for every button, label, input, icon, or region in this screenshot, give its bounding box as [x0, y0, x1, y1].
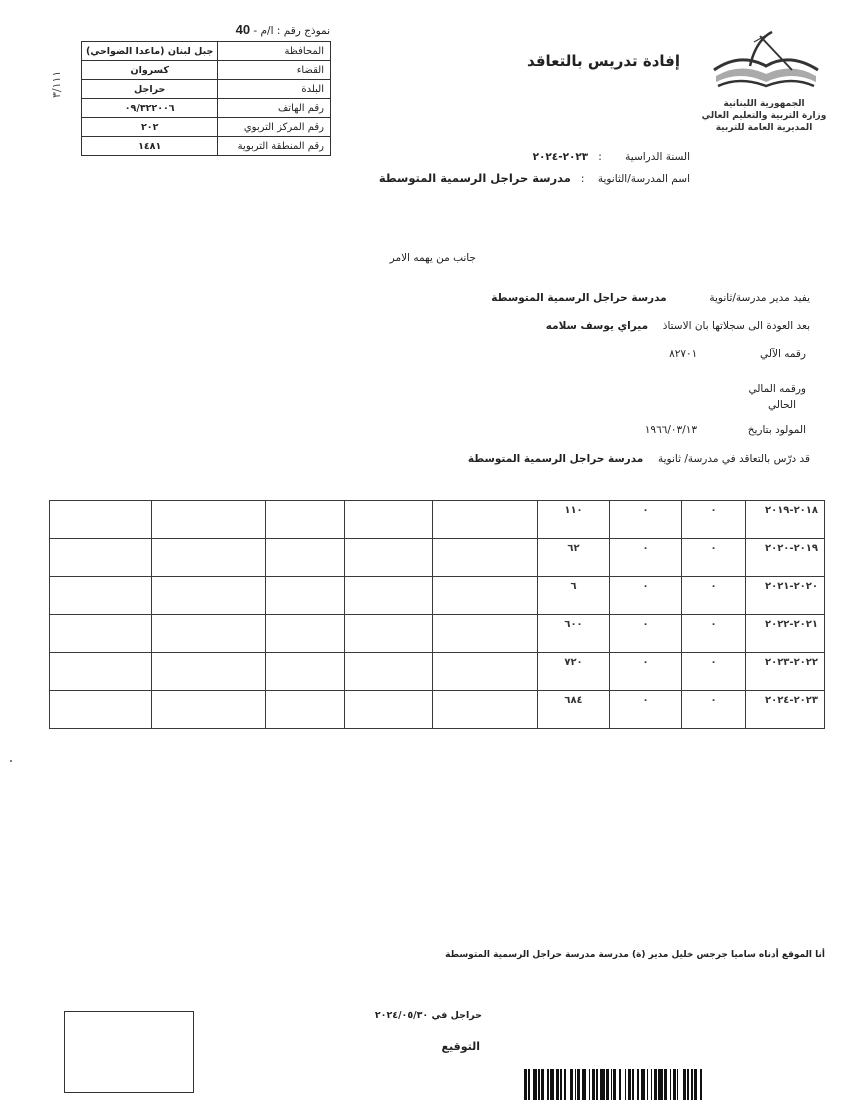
cell-value [152, 501, 265, 505]
cell-value [345, 577, 432, 581]
cell-value [152, 539, 265, 543]
birth-date-label: المولود بتاريخ [747, 424, 806, 436]
cell-value [266, 577, 344, 581]
cell-value [50, 653, 151, 657]
info-label: رقم الهاتف [218, 99, 331, 118]
table-cell [610, 501, 682, 539]
cell-value [345, 615, 432, 619]
table-cell [538, 615, 610, 653]
handwritten-reference-note: ٣/١١١ [50, 70, 63, 98]
info-value: جبل لبنان (ماعدا الضواحي) [82, 42, 218, 61]
info-label: رقم المركز التربوي [218, 118, 331, 137]
year-value: ٢٠٢٢-٢٠٢٣ [765, 657, 818, 668]
year-cell [746, 615, 825, 653]
school-name-value: مدرسة حراجل الرسمية المتوسطة [378, 171, 571, 185]
place-date: حراجل في ٢٠٢٤/٠٥/٣٠ [374, 1010, 482, 1021]
table-row [50, 615, 825, 653]
table-cell [266, 653, 345, 691]
table-row [50, 577, 825, 615]
cell-value: ٦٢ [567, 543, 580, 554]
cell-value: ١١٠ [564, 505, 583, 516]
table-cell [152, 615, 266, 653]
academic-year-line [370, 151, 690, 163]
cell-value [266, 501, 344, 505]
stamp-box [64, 1011, 194, 1093]
cell-value: ٠ [642, 581, 649, 592]
cell-value: ٠ [642, 695, 649, 706]
cell-value [433, 615, 537, 619]
school-name-sep: : [580, 173, 585, 185]
cell-value [50, 615, 151, 619]
year-cell [746, 539, 825, 577]
table-row [50, 691, 825, 729]
cell-value [433, 539, 537, 543]
table-cell [538, 501, 610, 539]
info-value: ٢٠٢ [82, 118, 218, 137]
ministry-logo-icon [710, 30, 822, 90]
cell-value: ٦٠٠ [564, 619, 583, 630]
cell-value: ٠ [710, 505, 717, 516]
cell-value [433, 653, 537, 657]
table-cell [538, 691, 610, 729]
table-cell [50, 653, 152, 691]
year-cell [746, 501, 825, 539]
signature-label: التوقيع [441, 1040, 480, 1053]
form-number [120, 22, 330, 37]
ministry-name [700, 98, 828, 134]
academic-year-value: ٢٠٢٣-٢٠٢٤ [532, 151, 589, 163]
table-row [50, 653, 825, 691]
cell-value: ٠ [710, 695, 717, 706]
cell-value: ٧٢٠ [564, 657, 583, 668]
auto-number-value: ٨٢٧٠١ [669, 348, 698, 360]
table-cell [152, 501, 266, 539]
info-label: رقم المنطقة التربوية [218, 137, 331, 156]
table-cell [610, 653, 682, 691]
barcode-bar [702, 1069, 703, 1100]
cell-value: ٠ [642, 657, 649, 668]
year-value: ٢٠٢٠-٢٠٢١ [765, 581, 818, 592]
table-cell [50, 539, 152, 577]
director-school: مدرسة حراجل الرسمية المتوسطة [491, 292, 667, 304]
year-value: ٢٠١٨-٢٠١٩ [765, 505, 818, 516]
cell-value [152, 615, 265, 619]
table-cell [433, 577, 538, 615]
cell-value [433, 501, 537, 505]
table-cell [50, 501, 152, 539]
teacher-label: بعد العودة الى سجلاتها بان الاستاذ [662, 320, 810, 332]
table-cell [682, 539, 746, 577]
cell-value: ٦ [570, 581, 577, 592]
cell-value [433, 691, 537, 695]
table-cell [50, 691, 152, 729]
auto-number-label: رقمه الآلي [760, 348, 806, 360]
year-cell [746, 653, 825, 691]
table-cell [682, 501, 746, 539]
teacher-line [480, 320, 810, 332]
info-value: كسروان [82, 61, 218, 80]
table-cell [345, 539, 433, 577]
taught-at-label: قد درّس بالتعاقد في مدرسة/ ثانوية [657, 453, 810, 465]
cell-value [266, 691, 344, 695]
table-cell [50, 577, 152, 615]
table-cell [610, 615, 682, 653]
table-cell [345, 653, 433, 691]
cell-value: ٠ [642, 619, 649, 630]
form-number-value: 40 [235, 22, 251, 37]
table-cell [682, 577, 746, 615]
info-row [82, 61, 331, 80]
table-cell [682, 615, 746, 653]
director-line [480, 292, 810, 304]
year-cell [746, 577, 825, 615]
cell-value: ٠ [710, 619, 717, 630]
finance-number-label: ورقمه المالي [748, 383, 806, 395]
table-cell [610, 691, 682, 729]
table-cell [610, 539, 682, 577]
cell-value [50, 501, 151, 505]
table-cell [152, 691, 266, 729]
info-row [82, 137, 331, 156]
barcode-icon [524, 1069, 756, 1100]
cell-value [345, 691, 432, 695]
table-cell [152, 577, 266, 615]
school-name-label: اسم المدرسة/الثانوية [597, 173, 690, 185]
cell-value: ٠ [710, 657, 717, 668]
table-cell [433, 501, 538, 539]
year-value: ٢٠٢٣-٢٠٢٤ [765, 695, 818, 706]
table-cell [433, 653, 538, 691]
logo-line-3: المديرية العامة للتربية [715, 123, 813, 133]
director-label: يفيد مدير مدرسة/ثانوية [709, 292, 810, 304]
cell-value [50, 577, 151, 581]
birth-date-value: ١٩٦٦/٠٣/١٣ [644, 424, 697, 436]
cell-value [345, 501, 432, 505]
table-cell [266, 691, 345, 729]
year-value: ٢٠٢١-٢٠٢٢ [765, 619, 818, 630]
cell-value: ٠ [710, 543, 717, 554]
taught-at-school: مدرسة حراجل الرسمية المتوسطة [467, 453, 644, 465]
form-number-label: نموذج رقم : ا/م - [250, 25, 330, 37]
table-cell [433, 539, 538, 577]
cell-value [152, 577, 265, 581]
table-cell [433, 691, 538, 729]
addressee: جانب من يهمه الامر [389, 252, 476, 264]
table-cell [433, 615, 538, 653]
table-cell [682, 653, 746, 691]
table-cell [266, 501, 345, 539]
info-label: البلدة [218, 80, 331, 99]
year-value: ٢٠١٩-٢٠٢٠ [765, 543, 818, 554]
cell-value [266, 539, 344, 543]
cell-value: ٦٨٤ [564, 695, 583, 706]
table-cell [266, 615, 345, 653]
cell-value: ٠ [710, 581, 717, 592]
table-cell [538, 539, 610, 577]
table-cell [345, 501, 433, 539]
document-title: إفادة تدريس بالتعاقد [527, 52, 680, 70]
taught-at-line [467, 453, 810, 465]
table-cell [538, 653, 610, 691]
finance-number-label-2: الحالي [767, 399, 796, 411]
info-row [82, 99, 331, 118]
table-cell [345, 615, 433, 653]
birth-date-line [580, 424, 806, 436]
academic-year-sep: : [598, 151, 602, 163]
teaching-hours-table [49, 500, 825, 729]
cell-value [266, 653, 344, 657]
scan-speck [10, 760, 12, 762]
teacher-name: ميراي يوسف سلامه [545, 320, 649, 332]
cell-value: ٠ [642, 543, 649, 554]
info-value: ٠٩/٣٢٢٠٠٦ [82, 99, 218, 118]
info-value: حراجل [82, 80, 218, 99]
info-row [82, 80, 331, 99]
table-cell [610, 577, 682, 615]
cell-value [345, 653, 432, 657]
cell-value [433, 577, 537, 581]
table-cell [345, 691, 433, 729]
table-cell [50, 615, 152, 653]
info-value: ١٤٨١ [82, 137, 218, 156]
finance-number-line [700, 381, 806, 413]
table-cell [266, 539, 345, 577]
year-cell [746, 691, 825, 729]
table-row [50, 501, 825, 539]
declaration-text: أنا الموقع أدناه ساميا جرجس خليل مدير (ة) مدرسة مدرسة حراجل الرسمية المتوسطة [445, 950, 825, 960]
table-cell [682, 691, 746, 729]
info-row [82, 42, 331, 61]
info-row [82, 118, 331, 137]
info-label: المحافظة [218, 42, 331, 61]
cell-value [50, 539, 151, 543]
logo-line-1: الجمهورية اللبنانية [723, 99, 805, 109]
cell-value [152, 653, 265, 657]
table-cell [266, 577, 345, 615]
cell-value [266, 615, 344, 619]
table-row [50, 539, 825, 577]
info-label: القضاء [218, 61, 331, 80]
cell-value [345, 539, 432, 543]
academic-year-label: السنة الدراسية [625, 151, 690, 163]
table-cell [152, 539, 266, 577]
table-cell [152, 653, 266, 691]
logo-line-2: وزارة التربية والتعليم العالي [701, 111, 827, 121]
cell-value: ٠ [642, 505, 649, 516]
location-info-table [81, 41, 331, 156]
cell-value [152, 691, 265, 695]
table-cell [538, 577, 610, 615]
table-cell [345, 577, 433, 615]
school-name-line [370, 171, 690, 185]
cell-value [50, 691, 151, 695]
auto-number-line [580, 348, 806, 360]
